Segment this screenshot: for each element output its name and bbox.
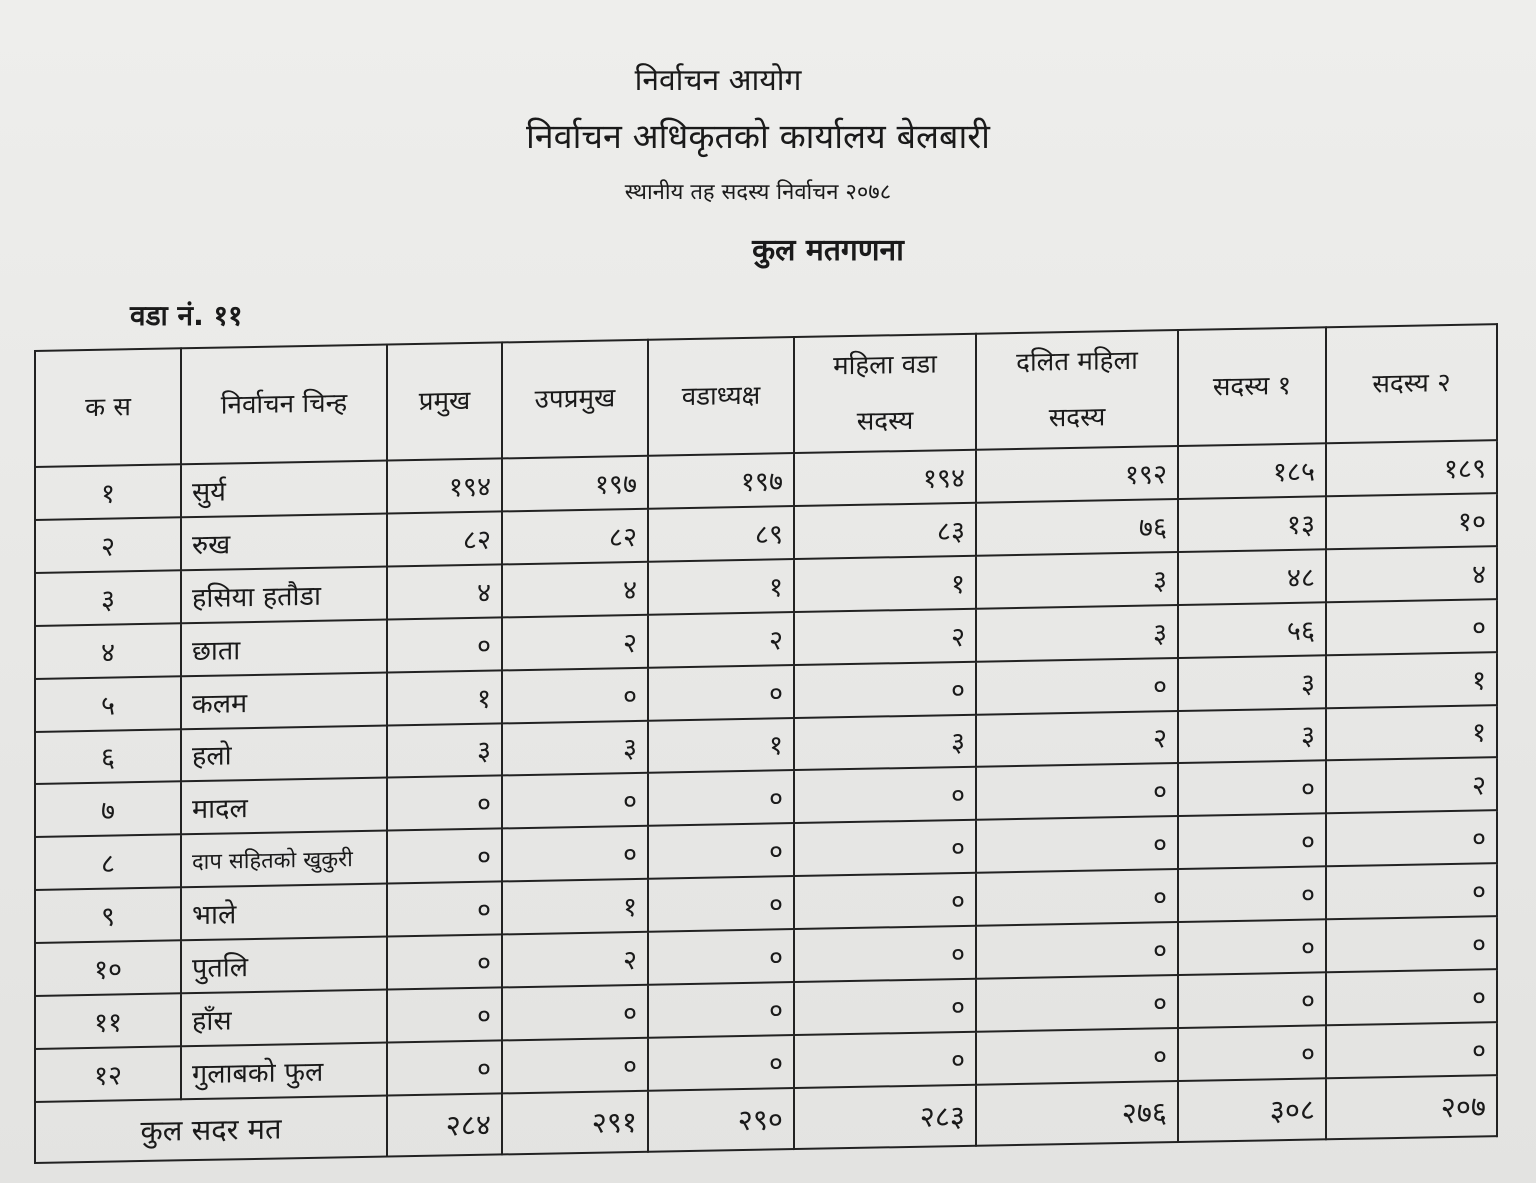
vote-count-cell: ८२ — [387, 511, 502, 566]
vote-count-cell: ० — [794, 661, 976, 717]
vote-count-cell: ० — [1326, 969, 1497, 1025]
vote-count-cell: १० — [1326, 493, 1497, 549]
symbol-cell: गुलाबको फुल — [181, 1042, 387, 1099]
vote-count-cell: २ — [1326, 758, 1497, 814]
vote-count-cell: १ — [794, 556, 976, 612]
vote-count-cell: ४ — [502, 562, 648, 618]
vote-count-cell: ३ — [976, 552, 1178, 609]
vote-count-cell: ० — [794, 1032, 976, 1088]
vote-count-cell: ० — [1178, 761, 1326, 817]
vote-count-cell: ० — [648, 665, 794, 721]
column-header: निर्वाचन चिन्ह — [181, 345, 387, 465]
vote-count-cell: २ — [976, 711, 1178, 768]
total-count-cell: २८४ — [387, 1093, 502, 1156]
vote-count-cell: १ — [1326, 705, 1497, 761]
vote-count-cell: २ — [502, 614, 648, 670]
symbol-cell: कलम — [181, 672, 387, 729]
vote-count-cell: ० — [502, 985, 648, 1041]
vote-count-cell: ० — [387, 776, 502, 831]
serial-number-cell: ३ — [35, 570, 181, 626]
vote-count-cell: ० — [1178, 972, 1326, 1028]
symbol-cell: मादल — [181, 778, 387, 835]
vote-count-cell: ० — [502, 1038, 648, 1094]
vote-count-cell: १ — [502, 879, 648, 935]
header-line-1: निर्वाचन आयोग — [634, 63, 802, 98]
total-count-cell: २९१ — [502, 1091, 648, 1155]
vote-count-cell: ४८ — [1178, 549, 1326, 605]
vote-count-cell: १ — [648, 718, 794, 774]
vote-count-cell: ० — [976, 816, 1178, 873]
vote-count-cell: २ — [794, 608, 976, 664]
vote-count-cell: ० — [648, 876, 794, 932]
serial-number-cell: १ — [35, 464, 181, 520]
vote-count-cell: ० — [1326, 916, 1497, 972]
vote-count-cell: ० — [1326, 863, 1497, 919]
vote-count-cell: ० — [794, 979, 976, 1035]
column-header: वडाध्यक्ष — [648, 337, 794, 456]
vote-count-cell: ८३ — [794, 503, 976, 559]
vote-count-cell: ५६ — [1178, 602, 1326, 658]
vote-count-cell: ० — [502, 773, 648, 829]
vote-count-cell: ० — [1178, 867, 1326, 923]
column-header: दलित महिला सदस्य — [976, 330, 1178, 450]
vote-count-cell: ० — [976, 975, 1178, 1032]
vote-count-cell: ३ — [387, 723, 502, 778]
serial-number-cell: ५ — [35, 676, 181, 732]
symbol-cell: रुख — [181, 513, 387, 570]
total-count-cell: २८३ — [794, 1085, 976, 1149]
vote-count-cell: ० — [794, 926, 976, 982]
symbol-cell: पुतलि — [181, 937, 387, 994]
vote-count-cell: ० — [387, 987, 502, 1042]
serial-number-cell: ९ — [35, 888, 181, 944]
symbol-cell: सुर्य — [181, 461, 387, 518]
total-count-cell: ३०८ — [1178, 1078, 1326, 1142]
vote-count-cell: ० — [1178, 1025, 1326, 1081]
vote-count-cell: १९४ — [387, 458, 502, 513]
symbol-cell: हलो — [181, 725, 387, 782]
column-header: क स — [35, 348, 181, 467]
vote-count-cell: ० — [648, 771, 794, 827]
vote-count-cell: १८९ — [1326, 440, 1497, 496]
vote-count-cell: १ — [648, 559, 794, 615]
vote-count-cell: १९४ — [794, 450, 976, 506]
column-header: उपप्रमुख — [502, 340, 648, 459]
serial-number-cell: ८ — [35, 835, 181, 891]
vote-count-cell: ० — [387, 935, 502, 990]
serial-number-cell: २ — [35, 517, 181, 573]
column-header: सदस्य २ — [1326, 324, 1497, 443]
vote-count-cell: ० — [976, 922, 1178, 979]
vote-count-cell: ० — [387, 617, 502, 672]
symbol-cell: छाता — [181, 619, 387, 676]
results-table — [34, 323, 1498, 1164]
symbol-cell: भाले — [181, 884, 387, 941]
symbol-cell: दाप सहितको खुकुरी — [181, 831, 387, 888]
symbol-cell: हसिया हतौडा — [181, 566, 387, 623]
vote-count-cell: ० — [976, 763, 1178, 820]
vote-count-cell: ० — [387, 1040, 502, 1095]
vote-count-cell: ० — [648, 929, 794, 985]
vote-count-cell: १९२ — [976, 446, 1178, 503]
total-count-cell: २०७ — [1326, 1075, 1497, 1139]
serial-number-cell: ७ — [35, 782, 181, 838]
serial-number-cell: ११ — [35, 993, 181, 1049]
vote-count-cell: १९७ — [648, 453, 794, 509]
column-header: प्रमुख — [387, 342, 502, 460]
serial-number-cell: १२ — [35, 1046, 181, 1102]
column-header: महिला वडा सदस्य — [794, 334, 976, 453]
serial-number-cell: ६ — [35, 729, 181, 785]
vote-count-cell: ३ — [1178, 708, 1326, 764]
header-line-2: निर्वाचन अधिकृतको कार्यालय बेलबारी — [526, 117, 990, 157]
vote-count-cell: ८९ — [648, 506, 794, 562]
vote-count-cell: ३ — [794, 714, 976, 770]
vote-count-cell: १९७ — [502, 456, 648, 512]
ward-number: वडा नं. ११ — [130, 299, 243, 332]
header-line-4: कुल मतगणना — [752, 233, 904, 268]
vote-count-cell: २ — [648, 612, 794, 668]
vote-count-cell: ० — [1326, 599, 1497, 655]
serial-number-cell: ४ — [35, 623, 181, 679]
header-line-3: स्थानीय तह सदस्य निर्वाचन २०७८ — [624, 180, 892, 205]
vote-count-cell: ० — [1326, 811, 1497, 867]
vote-count-cell: ० — [794, 820, 976, 876]
vote-count-cell: ० — [1178, 919, 1326, 975]
vote-count-cell: १ — [1326, 652, 1497, 708]
vote-count-cell: ० — [648, 982, 794, 1038]
vote-count-cell: ४ — [387, 564, 502, 619]
total-count-cell: २९० — [648, 1088, 794, 1152]
total-count-cell: २७६ — [976, 1081, 1178, 1146]
vote-count-cell: १८५ — [1178, 443, 1326, 499]
vote-count-cell: ० — [794, 767, 976, 823]
column-header: सदस्य १ — [1178, 327, 1326, 446]
total-label: कुल सदर मत — [35, 1095, 387, 1163]
vote-count-cell: ० — [648, 1035, 794, 1091]
vote-count-cell: ० — [976, 658, 1178, 715]
vote-count-cell: ० — [976, 1028, 1178, 1085]
vote-count-cell: ० — [1178, 814, 1326, 870]
vote-count-cell: ८२ — [502, 509, 648, 565]
serial-number-cell: १० — [35, 940, 181, 996]
vote-count-cell: ० — [387, 829, 502, 884]
vote-count-cell: ० — [648, 823, 794, 879]
vote-count-cell: ३ — [502, 720, 648, 776]
vote-count-cell: ० — [794, 873, 976, 929]
vote-count-cell: ० — [502, 826, 648, 882]
vote-count-cell: २ — [502, 932, 648, 988]
vote-count-cell: ३ — [976, 605, 1178, 662]
symbol-cell: हाँस — [181, 990, 387, 1047]
vote-count-cell: ७६ — [976, 499, 1178, 556]
vote-count-cell: १ — [387, 670, 502, 725]
vote-count-cell: ० — [502, 667, 648, 723]
vote-count-cell: ३ — [1178, 655, 1326, 711]
vote-count-cell: ४ — [1326, 546, 1497, 602]
vote-count-cell: ० — [976, 869, 1178, 926]
vote-count-cell: १३ — [1178, 496, 1326, 552]
vote-count-cell: ० — [1326, 1022, 1497, 1078]
vote-count-cell: ० — [387, 882, 502, 937]
